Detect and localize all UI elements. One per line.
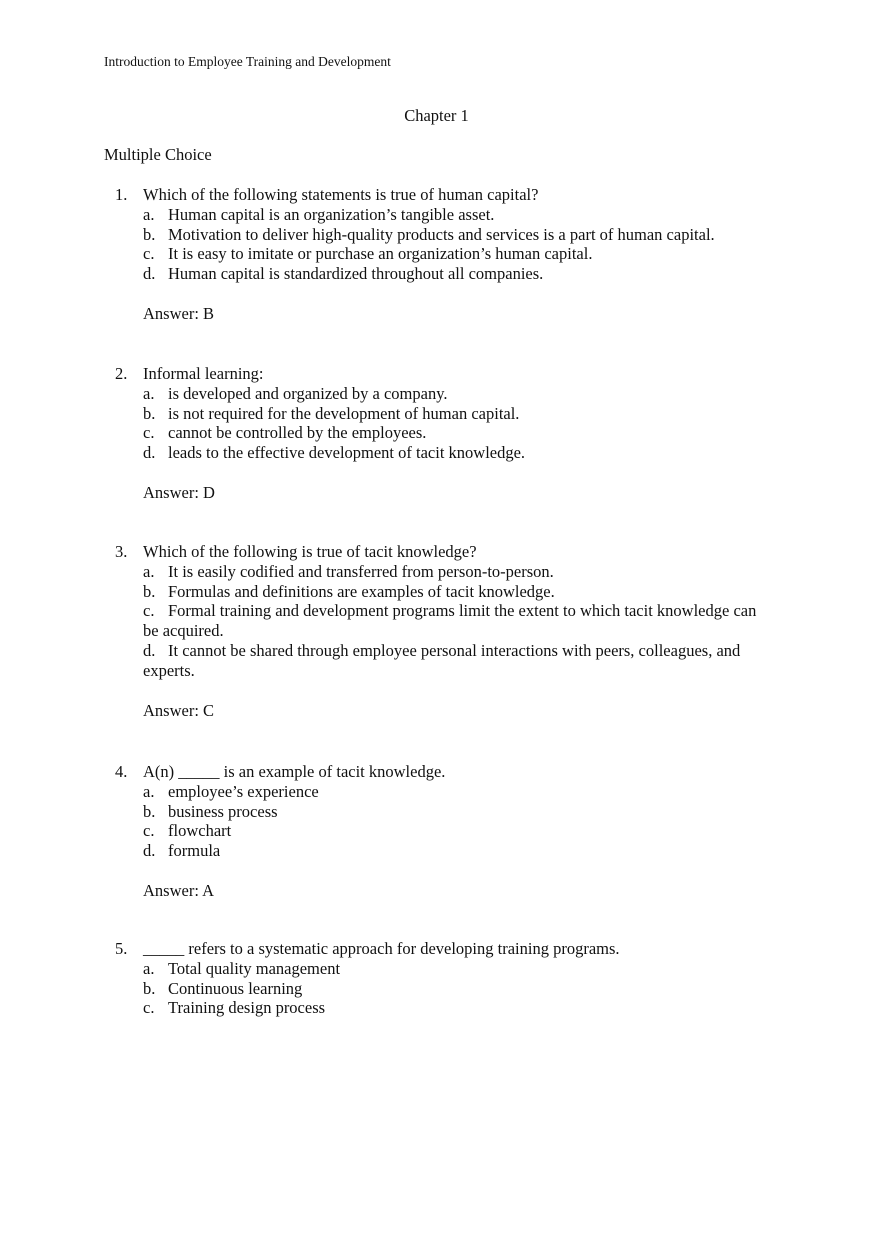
option-b: [115, 582, 775, 602]
option-a: [115, 959, 775, 979]
option-c: [115, 423, 775, 443]
option-text: cannot be controlled by the employees.: [168, 423, 427, 443]
option-text: Formulas and definitions are examples of tacit knowledge.: [168, 581, 555, 601]
question-1: [115, 185, 775, 324]
option-letter: b.: [143, 224, 156, 244]
option-a: [115, 782, 775, 802]
option-text: It is easily codified and transferred from person-to-person.: [168, 561, 554, 581]
option-b: [115, 802, 775, 822]
option-text: Human capital is an organization’s tangible asset.: [168, 204, 495, 224]
question-number: 5.: [115, 939, 128, 958]
option-letter: c.: [143, 244, 155, 264]
option-letter: c.: [143, 601, 155, 621]
option-c: [115, 821, 775, 841]
option-a: [115, 384, 775, 404]
question-stem: A(n) _____ is an example of tacit knowledge.: [143, 762, 446, 781]
option-c: [115, 244, 775, 264]
option-letter: a.: [143, 561, 155, 581]
question-3: [115, 542, 775, 720]
option-letter: d.: [143, 443, 156, 463]
option-letter: c.: [143, 821, 155, 841]
option-b: [115, 979, 775, 999]
answer-key: Answer: A: [143, 880, 215, 900]
question-4: [115, 762, 775, 901]
option-letter: d.: [143, 264, 156, 284]
option-letter: b.: [143, 801, 156, 821]
option-d: [115, 841, 775, 861]
option-text: employee’s experience: [168, 781, 319, 801]
option-text: business process: [168, 801, 278, 821]
option-c: [115, 998, 775, 1018]
option-d: [115, 264, 775, 284]
answer-key: Answer: D: [143, 482, 215, 502]
option-letter: b.: [143, 978, 156, 998]
option-text: Human capital is standardized throughout all companies.: [168, 264, 544, 284]
section-title: Multiple Choice: [104, 145, 212, 164]
question-stem: Which of the following statements is true of human capital?: [143, 185, 539, 204]
option-letter: c.: [143, 998, 155, 1018]
question-stem: Informal learning:: [143, 364, 264, 383]
option-text: It cannot be shared through employee personal interactions with peers, colleagues, and experts.: [143, 640, 741, 680]
option-text: leads to the effective development of tacit knowledge.: [168, 443, 526, 463]
option-text: Training design process: [168, 998, 326, 1018]
option-letter: b.: [143, 581, 156, 601]
question-5: [115, 939, 775, 1018]
option-letter: c.: [143, 423, 155, 443]
option-letter: a.: [143, 958, 155, 978]
option-b: [115, 225, 775, 245]
option-text: is developed and organized by a company.: [168, 383, 448, 403]
option-text: It is easy to imitate or purchase an organization’s human capital.: [168, 244, 593, 264]
option-a: [115, 205, 775, 225]
option-c: [115, 601, 775, 641]
question-stem: Which of the following is true of tacit knowledge?: [143, 542, 477, 561]
option-letter: d.: [143, 640, 156, 660]
option-letter: d.: [143, 841, 156, 861]
option-letter: a.: [143, 204, 155, 224]
answer-key: Answer: B: [143, 303, 215, 323]
option-text: formula: [168, 841, 221, 861]
question-stem: _____ refers to a systematic approach for developing training programs.: [143, 939, 620, 958]
chapter-title: Chapter 1: [404, 106, 469, 125]
question-number: 3.: [115, 542, 128, 561]
option-letter: a.: [143, 781, 155, 801]
option-b: [115, 404, 775, 424]
running-header: Introduction to Employee Training and Development: [104, 54, 391, 69]
question-number: 1.: [115, 185, 128, 204]
option-text: Formal training and development programs limit the extent to which tacit knowledge can be acquired.: [143, 601, 757, 641]
question-number: 4.: [115, 762, 128, 781]
option-text: Continuous learning: [168, 978, 303, 998]
option-text: flowchart: [168, 821, 232, 841]
option-text: is not required for the development of human capital.: [168, 403, 520, 423]
answer-key: Answer: C: [143, 700, 215, 720]
option-letter: a.: [143, 383, 155, 403]
option-text: Motivation to deliver high-quality products and services is a part of human capital.: [168, 224, 715, 244]
question-2: [115, 364, 775, 503]
option-a: [115, 562, 775, 582]
option-text: Total quality management: [168, 958, 341, 978]
option-d: [115, 443, 775, 463]
option-letter: b.: [143, 403, 156, 423]
option-d: [115, 641, 775, 681]
question-number: 2.: [115, 364, 128, 383]
